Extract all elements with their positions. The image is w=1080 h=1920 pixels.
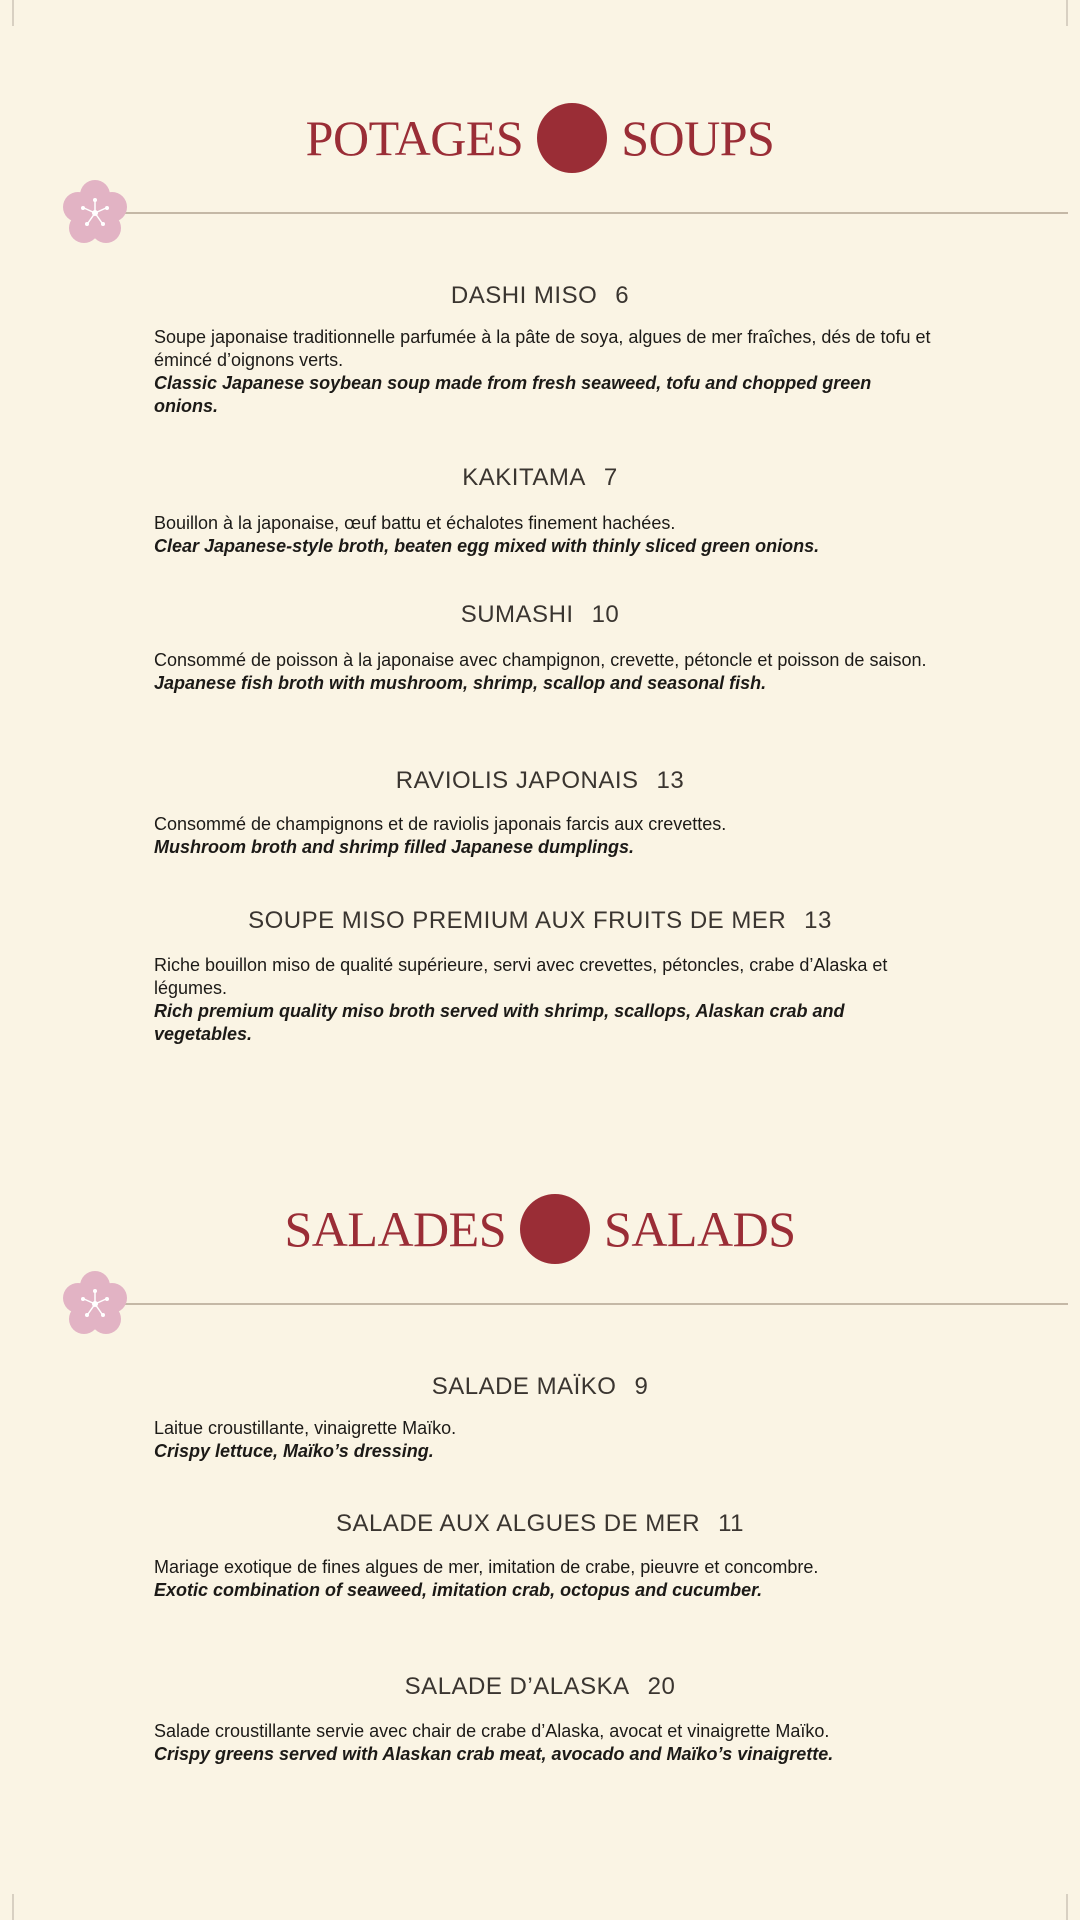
section-title (0, 103, 1080, 173)
item-description (154, 1720, 934, 1766)
item-name: KAKITAMA (462, 464, 586, 491)
item-description (154, 813, 934, 859)
item-description (154, 512, 934, 558)
item-price: 11 (718, 1510, 745, 1537)
description-en: Rich premium quality miso broth served with shrimp, scallops, Alaskan crab and vegetables. (154, 1001, 845, 1044)
section-title-en: SOUPS (621, 110, 775, 166)
description-en: Clear Japanese-style broth, beaten egg mixed with thinly sliced green onions. (154, 536, 820, 556)
description-fr: Consommé de champignons et de raviolis japonais farcis aux crevettes. (154, 814, 727, 834)
corner-mark (12, 1894, 14, 1920)
menu-item (0, 601, 1080, 693)
item-price: 13 (656, 767, 685, 794)
item-name: SALADE MAÏKO (431, 1373, 617, 1400)
divider (125, 1303, 1068, 1305)
menu-item (0, 767, 1080, 857)
description-en: Mushroom broth and shrimp filled Japanese dumplings. (154, 837, 635, 857)
description-fr: Bouillon à la japonaise, œuf battu et échalotes finement hachées. (154, 513, 676, 533)
item-price: 10 (591, 601, 620, 628)
description-fr: Mariage exotique de fines algues de mer, imitation de crabe, pieuvre et concombre. (154, 1557, 819, 1577)
description-fr: Consommé de poisson à la japonaise avec champignon, crevette, pétoncle et poisson de saison. (154, 650, 927, 670)
item-description (154, 326, 934, 418)
description-en: Japanese fish broth with mushroom, shrimp, scallop and seasonal fish. (154, 673, 767, 693)
description-en: Classic Japanese soybean soup made from fresh seaweed, tofu and chopped green onions. (154, 373, 872, 416)
description-fr: Salade croustillante servie avec chair de crabe d’Alaska, avocat et vinaigrette Maïko. (154, 1721, 830, 1741)
item-description (154, 1417, 934, 1463)
section-title-en: SALADS (604, 1201, 796, 1257)
section-header (0, 0, 1080, 240)
plum-blossom-icon (58, 176, 132, 250)
item-price: 6 (615, 282, 630, 309)
item-name: SALADE D’ALASKA (404, 1673, 630, 1700)
item-price: 7 (603, 464, 618, 491)
menu-item (0, 1510, 1080, 1600)
item-name: DASHI MISO (450, 282, 598, 309)
item-name: SUMASHI (460, 601, 574, 628)
item-name: SOUPE MISO PREMIUM AUX FRUITS DE MER (248, 907, 787, 934)
description-fr: Soupe japonaise traditionnelle parfumée à la pâte de soya, algues de mer fraîches, dés de tofu et émincé d’oignons verts. (154, 327, 931, 370)
corner-mark (1066, 1894, 1068, 1920)
section-header (0, 1091, 1080, 1331)
menu-item (0, 907, 1080, 1044)
menu-item (0, 1373, 1080, 1461)
item-price: 13 (804, 907, 832, 934)
item-price: 20 (647, 1673, 676, 1700)
divider (125, 212, 1068, 214)
menu-item (0, 282, 1080, 416)
description-en: Crispy greens served with Alaskan crab meat, avocado and Maïko’s vinaigrette. (154, 1744, 834, 1764)
item-description (154, 954, 934, 1046)
menu-item (0, 1673, 1080, 1764)
item-price: 9 (634, 1373, 649, 1400)
red-circle-icon (537, 103, 607, 173)
section-title-fr: SALADES (284, 1201, 507, 1257)
salads-section (0, 1091, 1080, 1764)
description-fr: Riche bouillon miso de qualité supérieure, servi avec crevettes, pétoncles, crabe d’Alaska et légumes. (154, 955, 888, 998)
description-en: Exotic combination of seaweed, imitation crab, octopus and cucumber. (154, 1580, 763, 1600)
red-circle-icon (520, 1194, 590, 1264)
item-description (154, 1556, 934, 1602)
item-name: RAVIOLIS JAPONAIS (395, 767, 639, 794)
section-title-fr: POTAGES (305, 110, 524, 166)
description-fr: Laitue croustillante, vinaigrette Maïko. (154, 1418, 457, 1438)
section-title (0, 1194, 1080, 1264)
description-en: Crispy lettuce, Maïko’s dressing. (154, 1441, 434, 1461)
item-name: SALADE AUX ALGUES DE MER (335, 1510, 701, 1537)
menu-item (0, 464, 1080, 556)
plum-blossom-icon (58, 1267, 132, 1341)
item-description (154, 649, 934, 695)
